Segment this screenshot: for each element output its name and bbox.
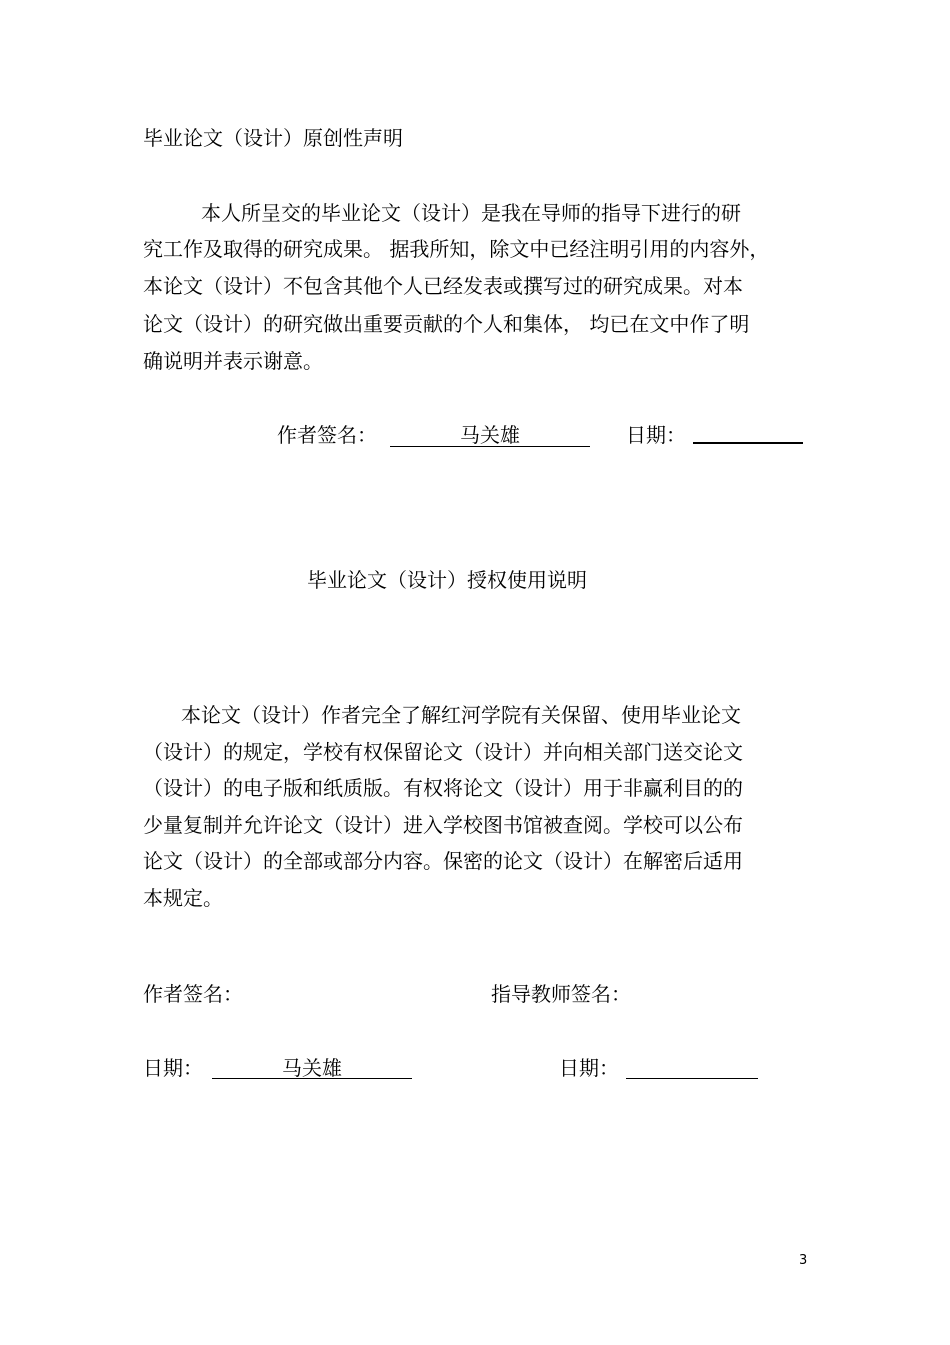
authorization-advisor-label: 指导教师签名： <box>491 982 631 1006</box>
originality-line-1: 本人所呈交的毕业论文（设计）是我在导师的指导下进行的研 <box>201 201 741 225</box>
authorization-line-5: 论文（设计）的全部或部分内容。保密的论文（设计）在解密后适用 <box>143 849 743 873</box>
authorization-line-6: 本规定。 <box>143 886 223 910</box>
authorization-date-label-left: 日期： <box>143 1056 203 1080</box>
originality-author-label: 作者签名： <box>277 423 377 447</box>
originality-author-underline <box>390 446 590 447</box>
authorization-date-underline-right <box>626 1078 758 1079</box>
authorization-date-underline-left <box>212 1078 412 1079</box>
originality-author-name: 马关雄 <box>460 423 520 447</box>
originality-line-4: 论文（设计）的研究做出重要贡献的个人和集体， 均已在文中作了明 <box>143 312 750 336</box>
authorization-author-label: 作者签名： <box>143 982 243 1006</box>
originality-line-2: 究工作及取得的研究成果。 据我所知，除文中已经注明引用的内容外， <box>143 237 770 261</box>
originality-line-5: 确说明并表示谢意。 <box>143 349 323 373</box>
authorization-line-3: （设计）的电子版和纸质版。有权将论文（设计）用于非赢利目的的 <box>143 776 743 800</box>
authorization-date-name-left: 马关雄 <box>282 1056 342 1080</box>
authorization-line-2: （设计）的规定，学校有权保留论文（设计）并向相关部门送交论文 <box>143 740 743 764</box>
originality-title: 毕业论文（设计）原创性声明 <box>143 126 403 150</box>
originality-date-label: 日期： <box>626 423 686 447</box>
page-number: 3 <box>799 1253 808 1268</box>
authorization-title: 毕业论文（设计）授权使用说明 <box>307 568 587 592</box>
authorization-date-label-right: 日期： <box>559 1056 619 1080</box>
authorization-line-1: 本论文（设计）作者完全了解红河学院有关保留、使用毕业论文 <box>181 703 741 727</box>
originality-date-underline <box>693 442 803 444</box>
authorization-line-4: 少量复制并允许论文（设计）进入学校图书馆被查阅。学校可以公布 <box>143 813 743 837</box>
originality-line-3: 本论文（设计）不包含其他个人已经发表或撰写过的研究成果。对本 <box>143 274 743 298</box>
